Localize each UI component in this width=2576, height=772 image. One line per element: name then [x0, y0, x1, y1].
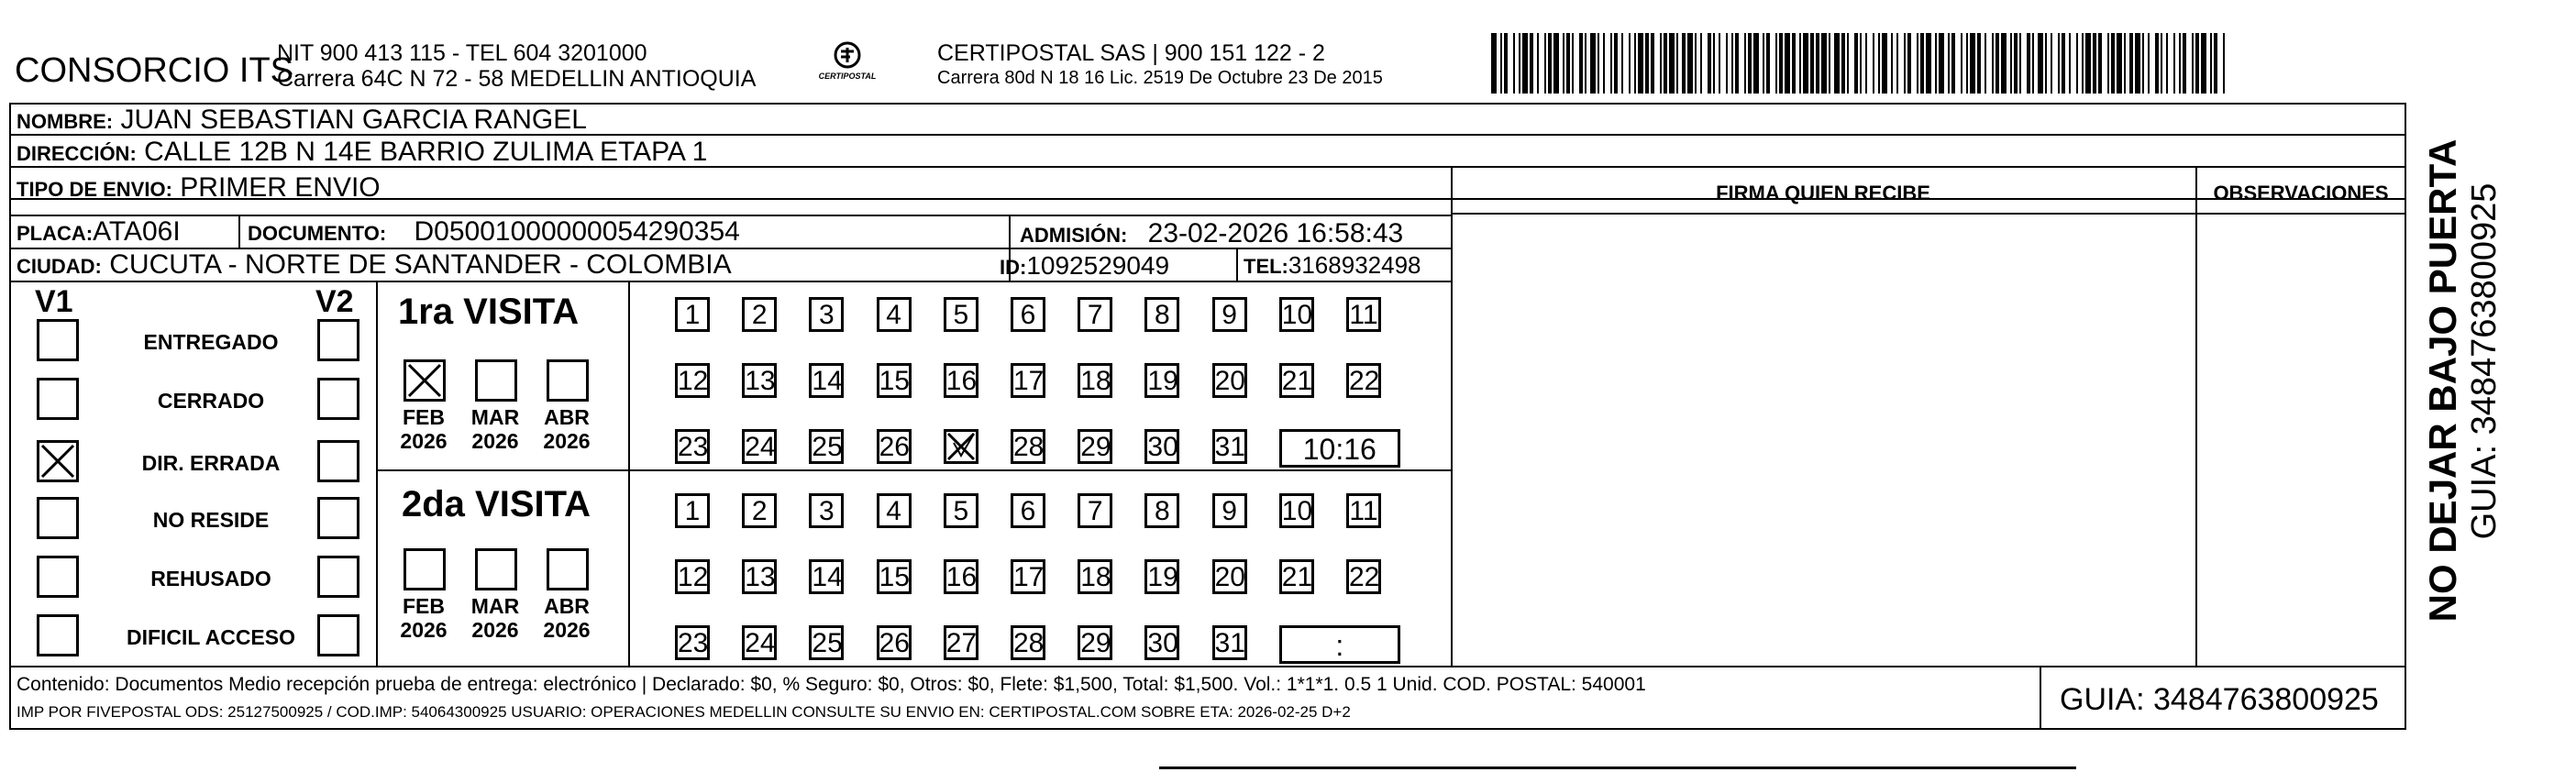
direccion-value: CALLE 12B N 14E BARRIO ZULIMA ETAPA 1: [144, 137, 708, 167]
day-box[interactable]: 5: [944, 297, 978, 332]
nombre-label: NOMBRE:: [17, 110, 114, 133]
bottom-line-decor: [1159, 766, 2076, 769]
footer-imp: IMP POR FIVEPOSTAL ODS: 25127500925 / COD.IMP: 54064300925 USUARIO: OPERACIONES MEDELLIN CONSULTE SU ENVIO EN: CERTIPOSTAL.COM SOBRE ETA: 2026-02-25 D+2: [17, 703, 1351, 721]
month-label: ABR: [544, 405, 590, 429]
month-checkbox[interactable]: [475, 548, 517, 590]
day-box[interactable]: 20: [1212, 363, 1247, 398]
day-box[interactable]: 29: [1078, 429, 1112, 464]
day-box[interactable]: 21: [1279, 363, 1314, 398]
v2-checkbox[interactable]: [317, 556, 359, 598]
day-box[interactable]: 4: [877, 297, 912, 332]
v1-checkbox[interactable]: [37, 497, 79, 539]
day-box[interactable]: 6: [1011, 493, 1045, 528]
v1-header: V1: [35, 284, 73, 319]
tipo-envio-label: TIPO DE ENVIO:: [17, 178, 172, 201]
day-box[interactable]: 23: [675, 429, 710, 464]
status-label: NO RESIDE: [152, 508, 270, 532]
day-box[interactable]: 23: [675, 625, 710, 660]
day-box[interactable]: 19: [1144, 559, 1179, 594]
month-label: MAR: [470, 405, 520, 429]
certipostal-logo: [811, 39, 884, 94]
day-box[interactable]: 29: [1078, 625, 1112, 660]
day-box[interactable]: 26: [877, 429, 912, 464]
status-label: ENTREGADO: [143, 330, 279, 354]
day-box[interactable]: 28: [1011, 429, 1045, 464]
day-box[interactable]: [944, 429, 978, 464]
day-box[interactable]: 10: [1279, 297, 1314, 332]
day-box[interactable]: 24: [742, 625, 777, 660]
day-box[interactable]: 4: [877, 493, 912, 528]
time-field[interactable]: 10:16: [1279, 429, 1400, 468]
v1-checkbox[interactable]: [37, 440, 79, 482]
day-box[interactable]: 28: [1011, 625, 1045, 660]
day-box[interactable]: 14: [809, 559, 844, 594]
address-line: Carrera 64C N 72 - 58 MEDELLIN ANTIOQUIA: [277, 66, 757, 92]
day-box[interactable]: 13: [742, 559, 777, 594]
v1-checkbox[interactable]: [37, 614, 79, 656]
day-box[interactable]: 24: [742, 429, 777, 464]
side-guia: GUIA: 3484763800925: [2465, 182, 2504, 540]
day-box[interactable]: 17: [1011, 363, 1045, 398]
day-box[interactable]: 5: [944, 493, 978, 528]
status-label: REHUSADO: [150, 567, 271, 590]
admision-value: 23-02-2026 16:58:43: [1147, 218, 1404, 248]
v1-checkbox[interactable]: [37, 556, 79, 598]
day-box[interactable]: 3: [809, 493, 844, 528]
day-box[interactable]: 14: [809, 363, 844, 398]
v2-checkbox[interactable]: [317, 497, 359, 539]
month-checkbox[interactable]: [404, 548, 446, 590]
month-checkbox[interactable]: [547, 548, 589, 590]
nit-line: NIT 900 413 115 - TEL 604 3201000: [277, 40, 647, 66]
day-box[interactable]: 1: [675, 493, 710, 528]
day-box[interactable]: 18: [1078, 559, 1112, 594]
day-box[interactable]: 13: [742, 363, 777, 398]
visit1-title: 1ra VISITA: [398, 292, 580, 332]
day-box[interactable]: 19: [1144, 363, 1179, 398]
status-label: DIR. ERRADA: [141, 451, 281, 475]
placa-label: PLACA:: [17, 222, 94, 245]
status-label: CERRADO: [157, 389, 265, 413]
day-box[interactable]: 30: [1144, 625, 1179, 660]
month-checkbox[interactable]: [475, 359, 517, 402]
day-box[interactable]: 20: [1212, 559, 1247, 594]
day-box[interactable]: 11: [1346, 297, 1381, 332]
day-box[interactable]: 26: [877, 625, 912, 660]
day-box[interactable]: 27: [944, 625, 978, 660]
day-box[interactable]: 30: [1144, 429, 1179, 464]
day-box[interactable]: 11: [1346, 493, 1381, 528]
v2-checkbox[interactable]: [317, 319, 359, 361]
v2-checkbox[interactable]: [317, 378, 359, 420]
nombre-value: JUAN SEBASTIAN GARCIA RANGEL: [120, 105, 587, 135]
ciudad-value: CUCUTA - NORTE DE SANTANDER - COLOMBIA: [109, 249, 732, 280]
tel-label: TEL:: [1244, 255, 1288, 278]
day-box[interactable]: 17: [1011, 559, 1045, 594]
visit2-title: 2da VISITA: [402, 484, 591, 524]
day-box[interactable]: 22: [1346, 559, 1381, 594]
month-label: FEB: [403, 594, 445, 618]
day-box[interactable]: 6: [1011, 297, 1045, 332]
day-box[interactable]: 3: [809, 297, 844, 332]
company-name: CONSORCIO ITS: [15, 51, 294, 90]
documento-label: DOCUMENTO:: [248, 222, 387, 245]
day-box[interactable]: 7: [1078, 297, 1112, 332]
day-box[interactable]: 16: [944, 559, 978, 594]
day-box[interactable]: 10: [1279, 493, 1314, 528]
direccion-label: DIRECCIÓN:: [17, 142, 137, 165]
logo-text: CERTIPOSTAL: [818, 72, 877, 81]
day-box[interactable]: 2: [742, 493, 777, 528]
day-box[interactable]: 18: [1078, 363, 1112, 398]
day-box[interactable]: 31: [1212, 429, 1247, 464]
day-box[interactable]: 8: [1144, 493, 1179, 528]
time-field[interactable]: :: [1279, 625, 1400, 664]
month-year: 2026: [471, 618, 519, 642]
month-year: 2026: [471, 429, 519, 453]
status-label: DIFICIL ACCESO: [126, 625, 295, 649]
certipostal-line: CERTIPOSTAL SAS | 900 151 122 - 2: [937, 40, 1325, 66]
month-label: MAR: [470, 594, 520, 618]
day-box[interactable]: 25: [809, 625, 844, 660]
day-box[interactable]: 7: [1078, 493, 1112, 528]
month-year: 2026: [543, 429, 591, 453]
day-box[interactable]: 8: [1144, 297, 1179, 332]
observaciones-header: OBSERVACIONES: [2213, 182, 2389, 204]
v2-checkbox[interactable]: [317, 614, 359, 656]
day-box[interactable]: 22: [1346, 363, 1381, 398]
id-value: 1092529049: [1026, 251, 1170, 280]
month-year: 2026: [543, 618, 591, 642]
month-checkbox[interactable]: [404, 359, 446, 402]
day-box[interactable]: 21: [1279, 559, 1314, 594]
ciudad-label: CIUDAD:: [17, 255, 102, 278]
month-checkbox[interactable]: [547, 359, 589, 402]
day-box[interactable]: 12: [675, 363, 710, 398]
no-dejar-warning: NO DEJAR BAJO PUERTA: [2421, 138, 2464, 623]
v2-header: V2: [315, 284, 354, 319]
day-box[interactable]: 15: [877, 559, 912, 594]
admision-label: ADMISIÓN:: [1020, 224, 1128, 247]
firma-header: FIRMA QUIEN RECIBE: [1716, 182, 1930, 204]
v2-checkbox[interactable]: [317, 440, 359, 482]
documento-value: D05001000000054290354: [414, 216, 740, 247]
v1-checkbox[interactable]: [37, 319, 79, 361]
placa-value: ATA06I: [93, 216, 181, 247]
certipostal-address: Carrera 80d N 18 16 Lic. 2519 De Octubre 23 De 2015: [937, 68, 1383, 88]
month-year: 2026: [400, 429, 448, 453]
footer-guia: GUIA: 3484763800925: [2060, 682, 2379, 717]
month-year: 2026: [400, 618, 448, 642]
barcode-bar: [2223, 33, 2225, 94]
tel-value: 3168932498: [1288, 251, 1421, 279]
day-box[interactable]: 9: [1212, 297, 1247, 332]
day-box[interactable]: 25: [809, 429, 844, 464]
day-box[interactable]: 16: [944, 363, 978, 398]
tipo-envio-value: PRIMER ENVIO: [180, 172, 381, 203]
day-box[interactable]: 31: [1212, 625, 1247, 660]
day-box[interactable]: 12: [675, 559, 710, 594]
day-box[interactable]: 15: [877, 363, 912, 398]
barcode: [1491, 33, 2225, 94]
month-label: ABR: [544, 594, 590, 618]
day-box[interactable]: 2: [742, 297, 777, 332]
day-box[interactable]: 9: [1212, 493, 1247, 528]
day-box[interactable]: 1: [675, 297, 710, 332]
v1-checkbox[interactable]: [37, 378, 79, 420]
footer-contents: Contenido: Documentos Medio recepción prueba de entrega: electrónico | Declarado: $0, % Seguro: $0, Otros: $0, Flete: $1,500, Total: $1,500. Vol.: 1*1*1. 0.5 1 Unid. COD. POSTAL: 540001: [17, 674, 1646, 695]
month-label: FEB: [403, 405, 445, 429]
id-label: ID:: [1000, 256, 1027, 279]
